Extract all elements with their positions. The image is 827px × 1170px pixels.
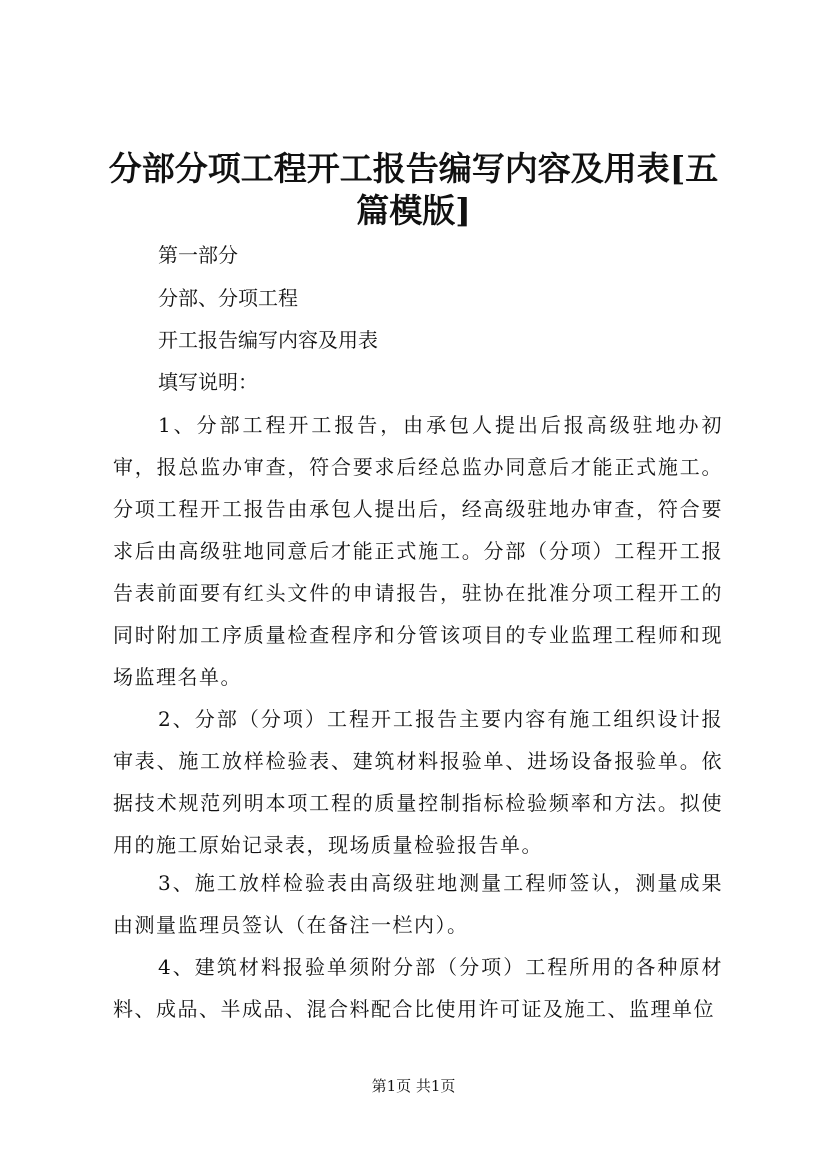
paragraph-2: 2、分部（分项）工程开工报告主要内容有施工组织设计报审表、施工放样检验表、建筑材料报验单、进场设备报验单。依据技术规范列明本项工程的质量控制指标检验频率和方法。拟使用的施工原始记录表，现场质量检验报告单。 xyxy=(113,707,723,857)
document-title: 分部分项工程开工报告编写内容及用表[五篇模版] xyxy=(108,149,719,230)
section-heading-instructions: 填写说明： xyxy=(158,370,258,394)
page-footer: 第1页 共1页 xyxy=(371,1077,456,1095)
section-heading-part: 第一部分 xyxy=(158,243,238,267)
section-heading-subitem: 分部、分项工程 xyxy=(158,286,298,310)
paragraph-3: 3、施工放样检验表由高级驻地测量工程师签认，测量成果由测量监理员签认（在备注一栏内）。 xyxy=(113,871,723,937)
section-heading-report: 开工报告编写内容及用表 xyxy=(158,328,378,352)
paragraph-1: 1、分部工程开工报告，由承包人提出后报高级驻地办初审，报总监办审查，符合要求后经总监办同意后才能正式施工。分项工程开工报告由承包人提出后，经高级驻地办审查，符合要求后由高级驻地同意后才能正式施工。分部（分项）工程开工报告表前面要有红头文件的申请报告，驻协在批准分项工程开工的同时附加工序质量检查程序和分管该项目的专业监理工程师和现场监理名单。 xyxy=(113,413,723,689)
paragraph-4: 4、建筑材料报验单须附分部（分项）工程所用的各种原材料、成品、半成品、混合料配合比使用许可证及施工、监理单位 xyxy=(113,955,723,1021)
